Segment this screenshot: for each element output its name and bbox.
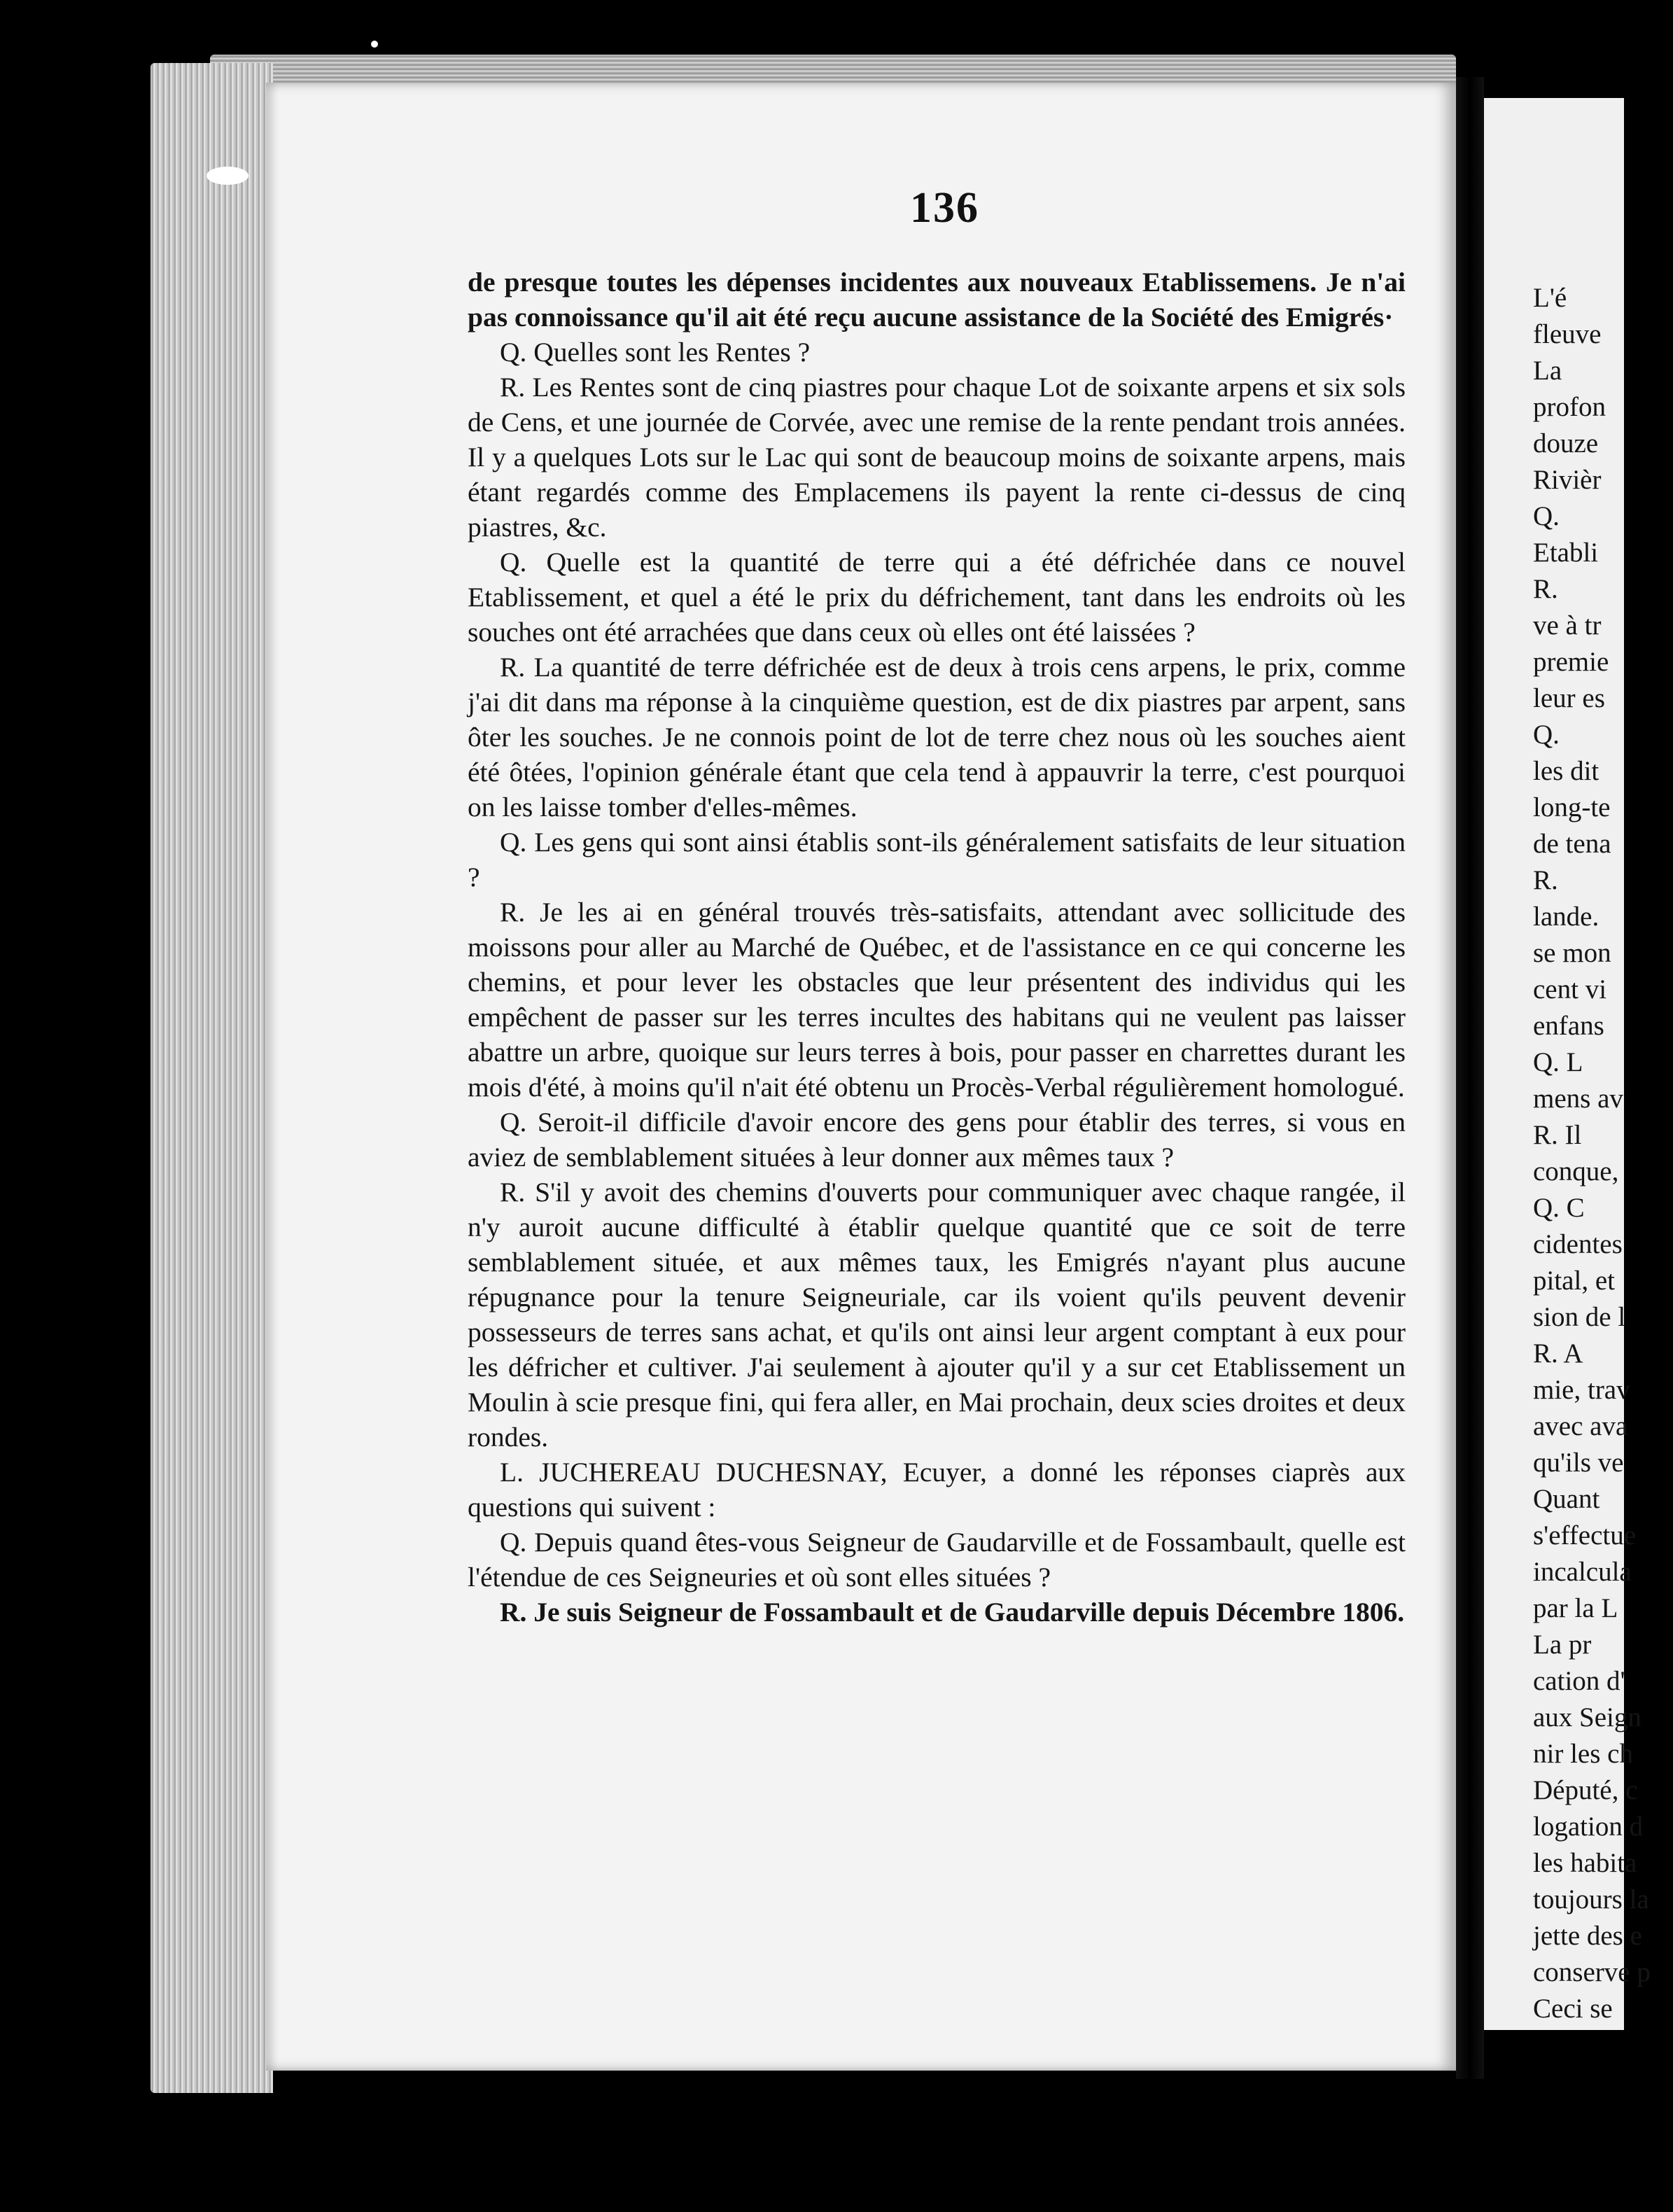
facing-page-line: avec ava bbox=[1533, 1411, 1628, 1441]
facing-page-line: fleuve bbox=[1533, 319, 1602, 349]
facing-page-line: sion de l bbox=[1533, 1302, 1626, 1332]
facing-page-line: les habita bbox=[1533, 1848, 1637, 1878]
book-top-edge bbox=[210, 55, 1456, 83]
facing-page-line: aux Seign bbox=[1533, 1702, 1642, 1732]
facing-page-line: R. A bbox=[1533, 1338, 1583, 1368]
facing-page-line: cation d' bbox=[1533, 1666, 1625, 1696]
facing-page-line: Rivièr bbox=[1533, 465, 1602, 495]
paragraph: de presque toutes les dépenses incidentes aux nouveaux Etablissemens. Je n'ai pas connoissance qu'il ait été reçu aucune assistance de la Société des Emigrés· bbox=[468, 267, 1406, 332]
facing-page-line: Q. bbox=[1533, 501, 1560, 531]
facing-page-line: de tena bbox=[1533, 829, 1611, 859]
paragraph: L. JUCHEREAU DUCHESNAY, Ecuyer, a donné les réponses ciaprès aux questions qui suivent : bbox=[468, 1457, 1406, 1522]
facing-page-line: leur es bbox=[1533, 683, 1605, 713]
facing-page-line: premie bbox=[1533, 647, 1609, 677]
facing-page-line: pital, et bbox=[1533, 1266, 1615, 1296]
facing-page-line: s'effectue bbox=[1533, 1520, 1637, 1550]
facing-page-line: qu'ils ve bbox=[1533, 1448, 1624, 1478]
book-gutter bbox=[1456, 77, 1484, 2079]
facing-page-line: Q. C bbox=[1533, 1193, 1585, 1223]
facing-page-line: R. bbox=[1533, 574, 1558, 604]
facing-page-line: L'é bbox=[1533, 283, 1567, 313]
facing-page-line: nir les ch bbox=[1533, 1739, 1633, 1769]
paper-speck bbox=[371, 41, 378, 48]
facing-page-line: se mon bbox=[1533, 938, 1611, 968]
facing-page-line: lande. bbox=[1533, 902, 1600, 932]
facing-page-line: profon bbox=[1533, 392, 1606, 422]
facing-page-line: long-te bbox=[1533, 792, 1611, 822]
facing-page-line: conque, bbox=[1533, 1156, 1619, 1186]
paragraph: Q. Les gens qui sont ainsi établis sont-ils généralement satisfaits de leur situation ? bbox=[468, 827, 1406, 892]
facing-page-line: mens av bbox=[1533, 1084, 1623, 1114]
facing-page-line: cent vi bbox=[1533, 974, 1607, 1004]
facing-page-line: Q. bbox=[1533, 720, 1560, 750]
paragraph: R. S'il y avoit des chemins d'ouverts pour communiquer avec chaque rangée, il n'y auroit aucune difficulté à établir quelque quantité que ce soit de terre semblablement située, et aux mêmes taux, les Emigrés n'ayant plus aucune répugnance pour la tenure Seigneuriale, car ils voient qu'ils peuvent devenir possesseurs de terres sans achat, et qu'ils ont ainsi leur argent comptant à eux pour les défricher et cultiver. J'ai seulement à ajouter qu'il y a sur cet Etablissement un Moulin à scie presque fini, qui fera aller, en Mai prochain, deux scies droites et deux rondes. bbox=[468, 1177, 1406, 1452]
facing-page-line: logation d bbox=[1533, 1812, 1644, 1842]
book-page-edges bbox=[150, 63, 273, 2093]
facing-page-line: Député, c bbox=[1533, 1775, 1638, 1805]
paragraph: R. Je les ai en général trouvés très-satisfaits, attendant avec sollicitude des moissons pour aller au Marché de Québec, et de l'assistance en ce qui concerne les chemins, et pour lever les obstacles que leur présentent des individus qui les empêchent de passer sur les terres incultes des habitans qui ne veulent pas laisser abattre un arbre, quoique sur leurs terres à bois, pour passer en charrettes durant les mois d'été, à moins qu'il n'ait été obtenu un Procès-Verbal régulièrement homologué. bbox=[468, 897, 1406, 1102]
facing-page-line: Q. L bbox=[1533, 1047, 1583, 1077]
facing-page-line: La bbox=[1533, 356, 1562, 386]
facing-page-line: mie, trav bbox=[1533, 1375, 1630, 1405]
paragraph: Q. Seroit-il difficile d'avoir encore des gens pour établir des terres, si vous en aviez de semblablement situées à leur donner aux mêmes taux ? bbox=[468, 1107, 1406, 1172]
facing-page-line: ve à tr bbox=[1533, 610, 1602, 640]
paragraph: Q. Quelle est la quantité de terre qui a été défrichée dans ce nouvel Etablissement, et quel a été le prix du défrichement, tant dans les endroits où les souches ont été arrachées que dans ceux où elles ont été laissées ? bbox=[468, 547, 1406, 648]
page-number: 136 bbox=[910, 184, 979, 232]
facing-page-line: Etabli bbox=[1533, 538, 1599, 568]
facing-page-line: R. bbox=[1533, 865, 1558, 895]
facing-page-line: Ceci se bbox=[1533, 1994, 1613, 2024]
facing-page-line: jette des e bbox=[1533, 1921, 1642, 1951]
facing-page-line: douze bbox=[1533, 428, 1599, 458]
facing-page-line: cidentes bbox=[1533, 1229, 1623, 1259]
paragraph: R. Les Rentes sont de cinq piastres pour chaque Lot de soixante arpens et six sols de Cens, et une journée de Corvée, avec une remise de la rente pendant trois années. Il y a quelques Lots sur le Lac qui sont de beaucoup moins de soixante arpens, mais étant regardés comme des Emplacemens ils payent la rente ci-dessus de cinq piastres, &c. bbox=[468, 372, 1406, 542]
facing-page-line: La pr bbox=[1533, 1630, 1592, 1660]
paper-speck bbox=[206, 167, 248, 185]
facing-page-text bbox=[1533, 280, 1673, 2027]
facing-page-line: par la L bbox=[1533, 1593, 1618, 1623]
facing-page-line: conserve p bbox=[1533, 1957, 1651, 1987]
facing-page-line: R. Il bbox=[1533, 1120, 1582, 1150]
paragraph: Q. Depuis quand êtes-vous Seigneur de Gaudarville et de Fossambault, quelle est l'étendue de ces Seigneuries et où sont elles situées ? bbox=[468, 1527, 1406, 1592]
facing-page-line: incalcula bbox=[1533, 1557, 1632, 1587]
facing-page-line: enfans bbox=[1533, 1011, 1604, 1041]
facing-page-line: les dit bbox=[1533, 756, 1600, 786]
paragraph: Q. Quelles sont les Rentes ? bbox=[500, 337, 811, 368]
facing-page-line: Quant bbox=[1533, 1484, 1600, 1514]
paragraph: R. La quantité de terre défrichée est de deux à trois cens arpens, le prix, comme j'ai dit dans ma réponse à la cinquième question, est de dix piastres par arpent, sans ôter les souches. Je ne connois point de lot de terre chez nous où les souches aient été ôtées, l'opinion générale étant que cela tend à appauvrir la terre, c'est pourquoi on les laisse tomber d'elles-mêmes. bbox=[468, 652, 1406, 822]
page-text bbox=[468, 265, 1406, 1630]
paragraph: R. Je suis Seigneur de Fossambault et de Gaudarville depuis Décembre 1806. bbox=[500, 1597, 1405, 1628]
facing-page-line: toujours la bbox=[1533, 1884, 1649, 1914]
